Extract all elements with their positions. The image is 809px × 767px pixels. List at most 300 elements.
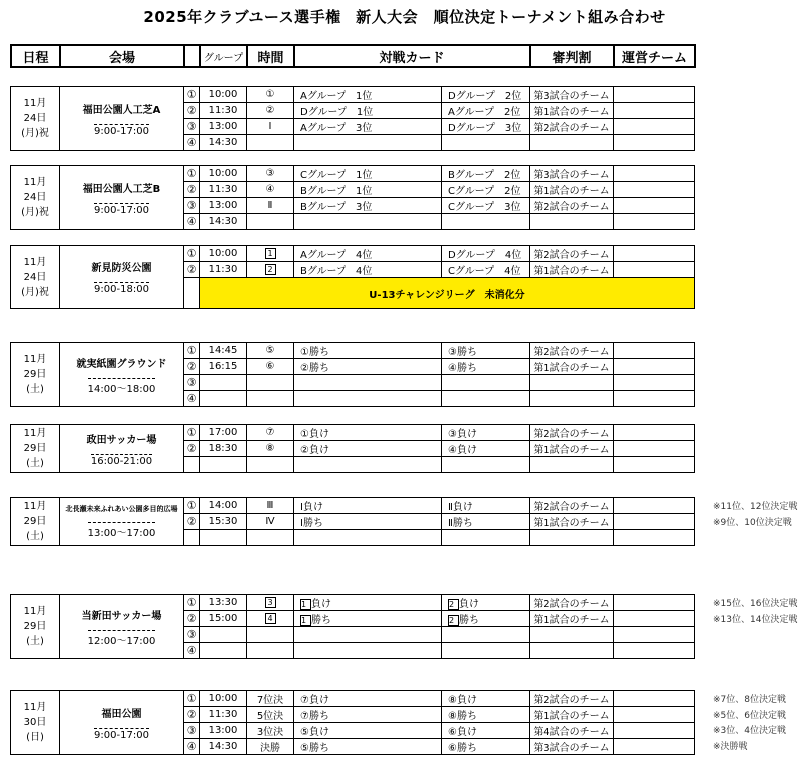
date-line: 11月 (23, 177, 47, 188)
operation-team (614, 425, 695, 441)
venue-cell (60, 166, 184, 230)
referee-team: 第1試合のチーム (530, 359, 614, 375)
referee-team: 第4試合のチーム (530, 723, 614, 739)
match-round-label: 1 (265, 248, 276, 259)
match-time: 14:30 (200, 135, 247, 151)
referee-team: 第2試合のチーム (530, 425, 614, 441)
header-group: グループ (200, 45, 247, 67)
away-team: ⑥勝ち (442, 739, 530, 755)
match-row (11, 166, 695, 182)
match-date (11, 343, 60, 407)
home-team (294, 391, 442, 407)
home-team (294, 375, 442, 391)
match-number: ② (184, 103, 200, 119)
block-note: ※3位、4位決定戦 (713, 726, 786, 736)
away-team (442, 611, 530, 627)
date-line: 11月 (23, 354, 47, 365)
header-venue: 会場 (60, 45, 184, 67)
match-number: ③ (184, 723, 200, 739)
match-date (11, 498, 60, 546)
away-team: Cグループ 3位 (442, 198, 530, 214)
match-time (200, 391, 247, 407)
referee-team: 第2試合のチーム (530, 691, 614, 707)
operation-team (614, 457, 695, 473)
away-team: ④負け (442, 441, 530, 457)
match-round (247, 262, 294, 278)
date-line: 24日 (23, 113, 47, 124)
home-team: Ⅰ勝ち (294, 514, 442, 530)
venue-hours: 16:00-21:00 (90, 455, 153, 467)
match-date (11, 595, 60, 659)
date-line: 29日 (23, 621, 47, 632)
venue-name: 新見防災公園 (91, 263, 152, 274)
home-team-result: 負け (311, 599, 331, 610)
away-team (442, 214, 530, 230)
match-date (11, 425, 60, 473)
referee-team: 第2試合のチーム (530, 246, 614, 262)
venue-hours: 9:00-18:00 (94, 284, 149, 295)
match-number: ② (184, 514, 200, 530)
match-round (247, 391, 294, 407)
block-note: ※決勝戦 (713, 741, 748, 752)
header-spacer (184, 45, 200, 67)
venue-cell (60, 343, 184, 407)
home-team: Dグループ 1位 (294, 103, 442, 119)
away-team-result: 負け (459, 599, 479, 610)
venue-cell (60, 691, 184, 755)
block-note: ※11位、12位決定戦 (713, 502, 798, 512)
home-team: ⑤負け (294, 723, 442, 739)
header-schedule: 日程 (11, 45, 60, 67)
page-title: 2025年クラブユース選手権 新人大会 順位決定トーナメント組み合わせ (143, 8, 666, 26)
date-line: 11月 (23, 256, 47, 268)
referee-team: 第3試合のチーム (530, 87, 614, 103)
away-team: ⑧勝ち (442, 707, 530, 723)
venue-cell (60, 595, 184, 659)
match-number: ② (184, 182, 200, 198)
block-note: ※15位、16位決定戦 (713, 599, 798, 609)
away-team (442, 375, 530, 391)
match-round: Ⅳ (247, 514, 294, 530)
match-number: ① (184, 246, 200, 262)
home-team-result: 勝ち (311, 615, 331, 626)
match-number: ② (184, 262, 200, 278)
operation-team (614, 739, 695, 755)
match-round: ① (247, 87, 294, 103)
schedule-block (10, 342, 695, 407)
operation-team (614, 262, 695, 278)
operation-team (614, 246, 695, 262)
match-date (11, 87, 60, 151)
referee-team: 第1試合のチーム (530, 441, 614, 457)
operation-team (614, 166, 695, 182)
match-time: 11:30 (200, 262, 247, 278)
operation-team (614, 595, 695, 611)
home-team: Cグループ 1位 (294, 166, 442, 182)
venue-cell (60, 498, 184, 546)
match-number: ④ (184, 135, 200, 151)
date-line: (日) (26, 732, 44, 743)
match-time: 11:30 (200, 182, 247, 198)
home-team: ①負け (294, 425, 442, 441)
match-time: 15:00 (200, 611, 247, 627)
referee-team (530, 627, 614, 643)
date-line: 11月 (23, 606, 47, 617)
operation-team (614, 359, 695, 375)
match-time: 11:30 (200, 103, 247, 119)
match-number: ④ (184, 643, 200, 659)
match-time: 13:00 (200, 119, 247, 135)
match-time: 17:00 (200, 425, 247, 441)
date-line: 11月 (23, 428, 47, 439)
referee-team (530, 457, 614, 473)
match-number (184, 530, 200, 546)
away-team-ref: 2 (448, 615, 459, 626)
block-note: ※7位、8位決定戦 (713, 695, 786, 705)
date-line: 11月 (23, 98, 47, 109)
match-round: Ⅱ (247, 198, 294, 214)
schedule-block (10, 497, 695, 546)
header-time: 時間 (247, 45, 294, 67)
referee-team: 第1試合のチーム (530, 103, 614, 119)
match-row (11, 425, 695, 441)
match-time (200, 627, 247, 643)
away-team (442, 643, 530, 659)
match-number: ② (184, 611, 200, 627)
away-team: ③負け (442, 425, 530, 441)
operation-team (614, 611, 695, 627)
home-team: ①勝ち (294, 343, 442, 359)
home-team-ref: 1 (300, 599, 311, 610)
home-team (294, 611, 442, 627)
header-table (10, 44, 696, 68)
match-row (11, 246, 695, 262)
operation-team (614, 182, 695, 198)
match-time: 10:00 (200, 246, 247, 262)
match-round: ⑧ (247, 441, 294, 457)
match-round: ⑥ (247, 359, 294, 375)
date-line: 24日 (23, 192, 47, 203)
match-number: ④ (184, 391, 200, 407)
match-number: ① (184, 87, 200, 103)
home-team: ⑤勝ち (294, 739, 442, 755)
home-team: Aグループ 1位 (294, 87, 442, 103)
home-team (294, 643, 442, 659)
match-number: ③ (184, 375, 200, 391)
match-round (247, 627, 294, 643)
operation-team (614, 707, 695, 723)
away-team: Cグループ 2位 (442, 182, 530, 198)
date-line: 29日 (23, 443, 47, 454)
away-team: Cグループ 4位 (442, 262, 530, 278)
header-match-card: 対戦カード (294, 45, 530, 67)
away-team: Ⅱ負け (442, 498, 530, 514)
match-round-label: 3 (265, 597, 276, 608)
referee-team: 第1試合のチーム (530, 707, 614, 723)
home-team-ref: 1 (300, 615, 311, 626)
match-number: ② (184, 707, 200, 723)
match-round: 7位決 (247, 691, 294, 707)
operation-team (614, 119, 695, 135)
match-round: Ⅲ (247, 498, 294, 514)
match-time (200, 457, 247, 473)
away-team: Aグループ 2位 (442, 103, 530, 119)
match-time (200, 375, 247, 391)
operation-team (614, 530, 695, 546)
away-team: Ⅱ勝ち (442, 514, 530, 530)
match-number: ① (184, 166, 200, 182)
match-round: 3位決 (247, 723, 294, 739)
venue-cell (60, 246, 184, 309)
referee-team: 第3試合のチーム (530, 739, 614, 755)
operation-team (614, 343, 695, 359)
match-time (200, 643, 247, 659)
match-round (247, 595, 294, 611)
match-round (247, 135, 294, 151)
match-date (11, 246, 60, 309)
match-number: ① (184, 498, 200, 514)
home-team (294, 135, 442, 151)
date-line: 29日 (23, 369, 47, 380)
away-team: ③勝ち (442, 343, 530, 359)
home-team (294, 214, 442, 230)
away-team (442, 530, 530, 546)
match-date (11, 691, 60, 755)
match-row (11, 87, 695, 103)
operation-team (614, 627, 695, 643)
match-time: 10:00 (200, 166, 247, 182)
referee-team: 第2試合のチーム (530, 198, 614, 214)
schedule-block (10, 245, 695, 309)
date-line: (月)祝 (21, 128, 49, 139)
match-row (11, 595, 695, 611)
operation-team (614, 723, 695, 739)
referee-team (530, 530, 614, 546)
match-round: 5位決 (247, 707, 294, 723)
match-round (247, 457, 294, 473)
schedule-block (10, 690, 695, 755)
match-round (247, 530, 294, 546)
date-line: 11月 (23, 501, 47, 512)
venue-hours: 9:00-17:00 (94, 729, 149, 741)
operation-team (614, 643, 695, 659)
venue-hours: 12:00～17:00 (88, 630, 156, 647)
match-round: ④ (247, 182, 294, 198)
venue-hours: 9:00-17:00 (94, 204, 149, 216)
match-number: ② (184, 359, 200, 375)
referee-team (530, 135, 614, 151)
match-time: 10:00 (200, 87, 247, 103)
home-team (294, 595, 442, 611)
match-number: ① (184, 343, 200, 359)
block-note: ※5位、6位決定戦 (713, 710, 786, 721)
home-team: Aグループ 3位 (294, 119, 442, 135)
venue-name: 福田公園人工芝A (82, 104, 161, 116)
header-operation: 運営チーム (614, 45, 695, 67)
match-round: ③ (247, 166, 294, 182)
match-number: ③ (184, 627, 200, 643)
referee-team: 第1試合のチーム (530, 182, 614, 198)
date-line: (土) (26, 531, 44, 542)
home-team: ⑦勝ち (294, 707, 442, 723)
away-team: Dグループ 3位 (442, 119, 530, 135)
match-round (247, 246, 294, 262)
match-row (11, 691, 695, 707)
spacer-cell (184, 278, 200, 309)
referee-team: 第2試合のチーム (530, 119, 614, 135)
away-team (442, 391, 530, 407)
match-number: ④ (184, 739, 200, 755)
operation-team (614, 391, 695, 407)
match-time: 13:00 (200, 198, 247, 214)
home-team: Bグループ 1位 (294, 182, 442, 198)
away-team: ⑧負け (442, 691, 530, 707)
venue-hours: 13:00～17:00 (88, 522, 156, 539)
match-round: ⑤ (247, 343, 294, 359)
match-number: ① (184, 691, 200, 707)
operation-team (614, 514, 695, 530)
away-team: Bグループ 2位 (442, 166, 530, 182)
match-round: ⑦ (247, 425, 294, 441)
match-date (11, 166, 60, 230)
away-team (442, 595, 530, 611)
match-time: 14:00 (200, 498, 247, 514)
match-round-label: 2 (265, 264, 276, 275)
away-team-result: 勝ち (459, 615, 479, 626)
referee-team: 第1試合のチーム (530, 514, 614, 530)
date-line: 11月 (23, 702, 47, 713)
block-note: ※9位、10位決定戦 (713, 517, 792, 528)
match-number: ② (184, 441, 200, 457)
date-line: 24日 (23, 271, 47, 283)
away-team: ⑥負け (442, 723, 530, 739)
away-team: Dグループ 2位 (442, 87, 530, 103)
date-line: (土) (26, 384, 44, 395)
match-row (11, 498, 695, 514)
away-team-ref: 2 (448, 599, 459, 610)
match-round (247, 611, 294, 627)
home-team: Aグループ 4位 (294, 246, 442, 262)
match-time: 10:00 (200, 691, 247, 707)
operation-team (614, 375, 695, 391)
match-number: ③ (184, 198, 200, 214)
referee-team: 第1試合のチーム (530, 262, 614, 278)
match-number (184, 457, 200, 473)
match-time: 13:30 (200, 595, 247, 611)
date-line: (土) (26, 636, 44, 647)
match-row (11, 343, 695, 359)
referee-team: 第1試合のチーム (530, 611, 614, 627)
home-team (294, 530, 442, 546)
home-team: Bグループ 3位 (294, 198, 442, 214)
referee-team: 第3試合のチーム (530, 166, 614, 182)
operation-team (614, 691, 695, 707)
away-team: Dグループ 4位 (442, 246, 530, 262)
block-note: ※13位、14位決定戦 (713, 614, 798, 625)
match-time (200, 530, 247, 546)
venue-hours: 14:00～18:00 (88, 378, 156, 395)
date-line: 29日 (23, 516, 47, 527)
match-time: 18:30 (200, 441, 247, 457)
match-time: 14:30 (200, 214, 247, 230)
venue-name: 政田サッカー場 (86, 434, 157, 446)
operation-team (614, 498, 695, 514)
home-team: ②勝ち (294, 359, 442, 375)
match-round (247, 214, 294, 230)
referee-team (530, 643, 614, 659)
home-team (294, 457, 442, 473)
referee-team: 第2試合のチーム (530, 498, 614, 514)
match-round (247, 643, 294, 659)
schedule-block (10, 86, 695, 151)
match-number: ④ (184, 214, 200, 230)
match-time: 15:30 (200, 514, 247, 530)
operation-team (614, 135, 695, 151)
date-line: 30日 (23, 717, 47, 728)
match-time: 14:30 (200, 739, 247, 755)
match-round: Ⅰ (247, 119, 294, 135)
match-time: 14:45 (200, 343, 247, 359)
venue-cell (60, 425, 184, 473)
date-line: (月)祝 (21, 286, 49, 298)
match-number: ① (184, 425, 200, 441)
match-time: 16:15 (200, 359, 247, 375)
header-referee: 審判割 (530, 45, 614, 67)
operation-team (614, 441, 695, 457)
schedule-block (10, 165, 695, 230)
referee-team (530, 391, 614, 407)
venue-name: 就実紙園グラウンド (76, 358, 167, 370)
match-number: ① (184, 595, 200, 611)
match-number: ③ (184, 119, 200, 135)
venue-name: 福田公園人工芝B (82, 183, 161, 195)
match-round: 決勝 (247, 739, 294, 755)
away-team (442, 627, 530, 643)
operation-team (614, 198, 695, 214)
away-team (442, 457, 530, 473)
venue-name: 北長瀬未来ふれあい公園多目的広場 (65, 505, 178, 513)
referee-team (530, 214, 614, 230)
referee-team: 第2試合のチーム (530, 343, 614, 359)
venue-cell (60, 87, 184, 151)
operation-team (614, 87, 695, 103)
match-round: ② (247, 103, 294, 119)
date-line: (土) (26, 458, 44, 469)
match-round (247, 375, 294, 391)
away-team: ④勝ち (442, 359, 530, 375)
match-time: 13:00 (200, 723, 247, 739)
venue-hours: 9:00-17:00 (94, 125, 149, 137)
home-team: Bグループ 4位 (294, 262, 442, 278)
home-team: ⑦負け (294, 691, 442, 707)
date-line: (月)祝 (21, 207, 49, 218)
referee-team: 第2試合のチーム (530, 595, 614, 611)
operation-team (614, 214, 695, 230)
home-team (294, 627, 442, 643)
schedule-block (10, 424, 695, 473)
operation-team (614, 103, 695, 119)
venue-name: 当新田サッカー場 (81, 610, 162, 622)
match-round-label: 4 (265, 613, 276, 624)
match-time: 11:30 (200, 707, 247, 723)
venue-name: 福田公園 (101, 708, 142, 720)
schedule-block (10, 594, 695, 659)
away-team (442, 135, 530, 151)
home-team: ②負け (294, 441, 442, 457)
referee-team (530, 375, 614, 391)
home-team: Ⅰ負け (294, 498, 442, 514)
challenge-league-banner: U-13チャレンジリーグ 未消化分 (200, 278, 695, 309)
